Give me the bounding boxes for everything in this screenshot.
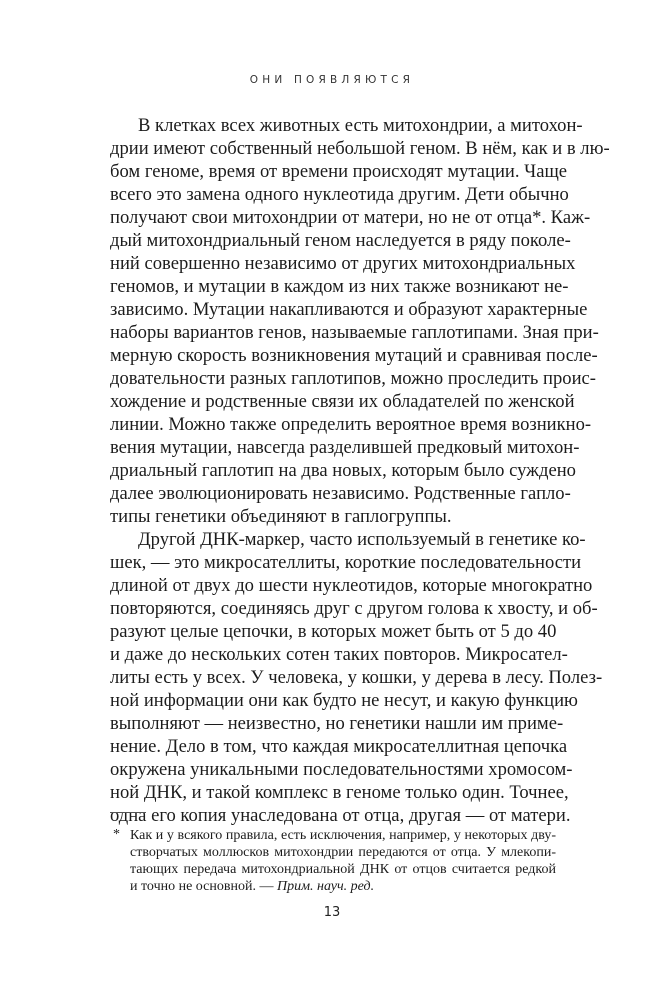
text-line: нение. Дело в том, что каждая микросателлитная цепочка: [110, 736, 568, 757]
text-line: дый митохондриальный геном наследуется в ряду поколе-: [110, 230, 571, 251]
footnote-divider: [110, 812, 146, 813]
footnote-line: [130, 844, 556, 861]
text-line: ной информации они как будто не несут, и какую функцию: [110, 690, 578, 711]
text-line: В клетках всех животных есть митохондрии, а митохон-: [138, 115, 583, 136]
running-header: ОНИ ПОЯВЛЯЮТСЯ: [249, 74, 415, 86]
footnote-text: створчатых моллюсков митохондрии передаются от отца. У млекопи-: [130, 845, 556, 860]
text-line: окружена уникальными последовательностями хромосом-: [110, 759, 573, 780]
text-line: всего это замена одного нуклеотида другим. Дети обычно: [110, 184, 569, 205]
text-line: зависимо. Мутации накапливаются и образуют характерные: [110, 299, 588, 320]
text-line: дриальный гаплотип на два новых, которым было суждено: [110, 460, 576, 481]
text-line: вения мутации, навсегда разделившей предковый митохон-: [110, 437, 580, 458]
footnote-line: [130, 861, 556, 878]
footnote-line: [130, 827, 556, 844]
text-line: одна его копия унаследована от отца, другая — от матери.: [110, 805, 571, 826]
text-line: разуют целые цепочки, в которых может быть от 5 до 40: [110, 621, 557, 642]
text-line: хождение и родственные связи их обладателей по женской: [110, 391, 575, 412]
text-line: получают свои митохондрии от матери, но не от отца*. Каж-: [110, 207, 591, 228]
text-line: Другой ДНК-маркер, часто используемый в генетике ко-: [138, 529, 586, 550]
text-line: повторяются, соединяясь друг с другом голова к хвосту, и об-: [110, 598, 598, 619]
footnote-marker: *: [113, 827, 120, 842]
footnote: [110, 827, 556, 895]
text-line: бом геноме, время от времени происходят мутации. Чаще: [110, 161, 568, 182]
footnote-attribution: Прим. науч. ред.: [276, 879, 375, 894]
text-line: далее эволюционировать независимо. Родственные гапло-: [110, 483, 571, 504]
text-line: геномов, и мутации в каждом из них также возникают не-: [110, 276, 569, 297]
text-line: типы генетики объединяют в гаплогруппы.: [110, 506, 452, 527]
footnote-line: [130, 878, 556, 895]
text-line: дрии имеют собственный небольшой геном. В нём, как и в лю-: [110, 138, 610, 159]
text-line: и даже до нескольких сотен таких повторов. Микросател-: [110, 644, 568, 665]
text-line: ной ДНК, и такой комплекс в геноме только один. Точнее,: [110, 782, 569, 803]
text-line: ний совершенно независимо от других митохондриальных: [110, 253, 576, 274]
text-line: мерную скорость возникновения мутаций и сравнивая после-: [110, 345, 598, 366]
text-line: довательности разных гаплотипов, можно проследить проис-: [110, 368, 596, 389]
text-line: шек, — это микросателлиты, короткие последовательности: [110, 552, 582, 573]
text-line: наборы вариантов генов, называемые гаплотипами. Зная при-: [110, 322, 599, 343]
footnote-text: Как и у всякого правила, есть исключения, например, у некоторых дву-: [130, 828, 556, 843]
footnote-text: тающих передача митохондриальной ДНК от отцов считается редкой: [130, 862, 556, 877]
footnote-text: и точно не основной. —: [130, 879, 274, 894]
text-line: линии. Можно также определить вероятное время возникно-: [110, 414, 592, 435]
body-text: [110, 114, 610, 827]
text-line: литы есть у всех. У человека, у кошки, у дерева в лесу. Полез-: [110, 667, 603, 688]
text-line: длиной от двух до шести нуклеотидов, которые многократно: [110, 575, 593, 596]
page-number: 13: [323, 905, 341, 920]
text-line: выполняют — неизвестно, но генетики нашли им приме-: [110, 713, 564, 734]
